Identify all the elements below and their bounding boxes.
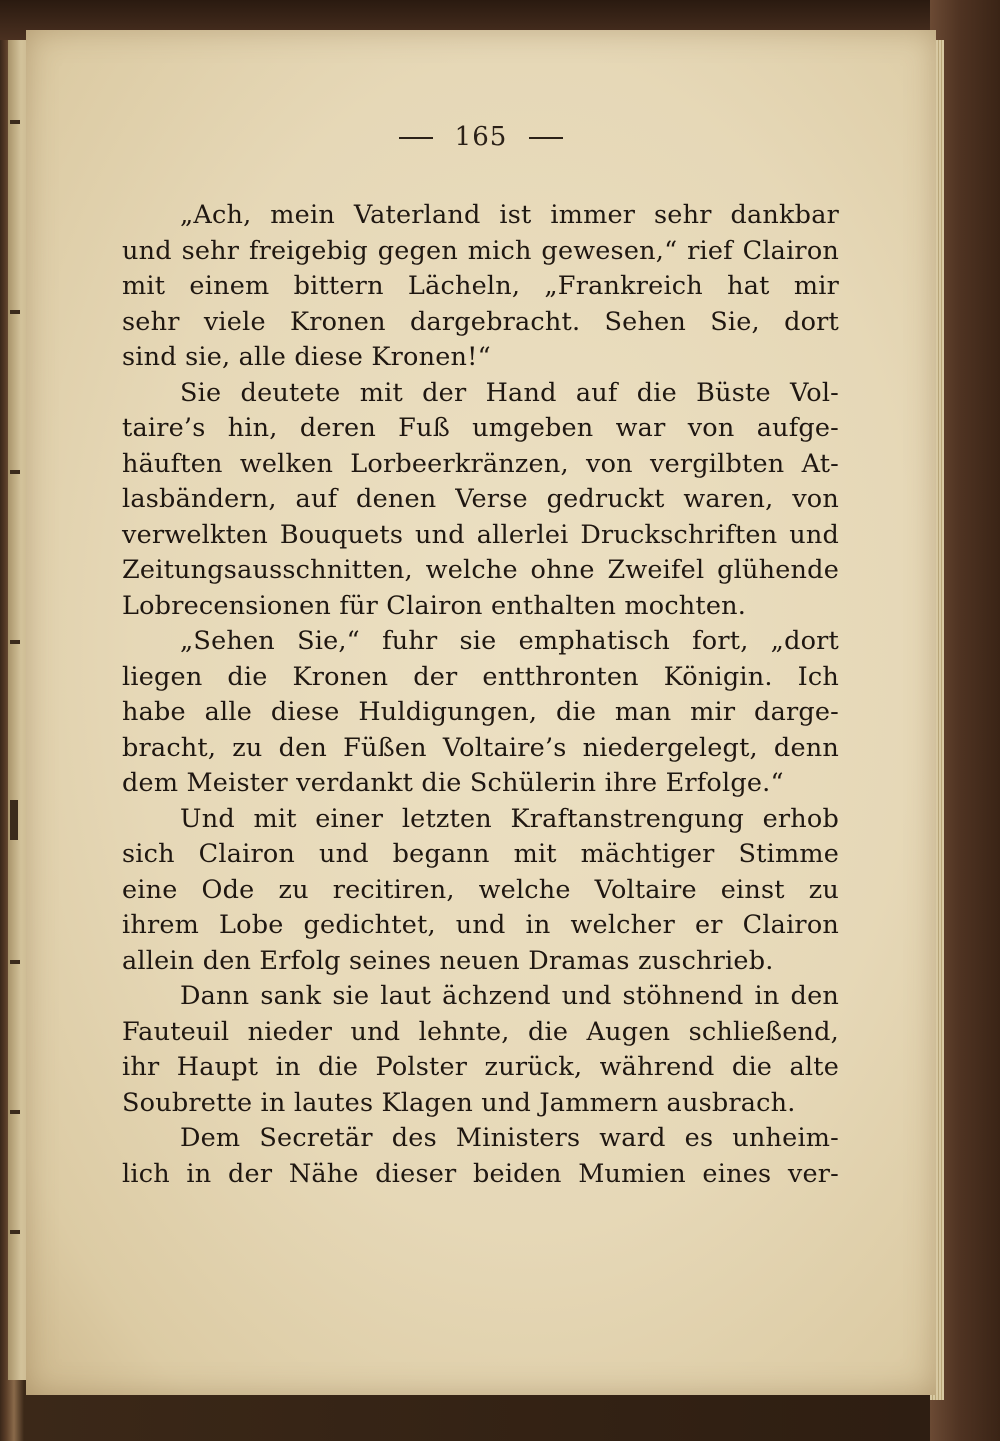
- text-line: Fauteuil nieder und lehnte, die Augen schließend,: [122, 1016, 839, 1047]
- text-line: taire’s hin, deren Fuß umgeben war von aufge-: [122, 413, 839, 443]
- text-line: ihrem Lobe gedichtet, und in welcher er Clairon: [122, 910, 839, 940]
- binding-mark: [10, 310, 20, 314]
- binding-mark: [10, 640, 20, 644]
- binding-mark: [10, 800, 18, 840]
- text-line: dem Meister verdankt die Schülerin ihre Erfolge.“: [122, 768, 784, 798]
- binding-mark: [10, 470, 20, 474]
- page-body: [122, 198, 839, 1192]
- binding-mark: [10, 1230, 20, 1234]
- text-line: häuften welken Lorbeerkränzen, von vergilbten At-: [122, 448, 839, 479]
- text-line: sehr viele Kronen dargebracht. Sehen Sie, dort: [122, 306, 839, 337]
- text-line: und sehr freigebig gegen mich gewesen,“ rief Clairon: [122, 235, 839, 266]
- header-dash-left: [399, 137, 433, 139]
- text-line: habe alle diese Huldigungen, die man mir darge-: [122, 697, 839, 727]
- binding-marks: [10, 0, 22, 1441]
- text-line: ihr Haupt in die Polster zurück, während die alte: [122, 1052, 839, 1082]
- text-line: „Sehen Sie,“ fuhr sie emphatisch fort, „dort: [180, 626, 839, 656]
- text-line: allein den Erfolg seines neuen Dramas zuschrieb.: [122, 945, 774, 976]
- page-number: 165: [454, 122, 508, 152]
- text-line: Dann sank sie laut ächzend und stöhnend in den: [180, 981, 839, 1011]
- binding-mark: [10, 960, 20, 964]
- text-line: lich in der Nähe dieser beiden Mumien eines ver-: [122, 1158, 839, 1189]
- text-line: „Ach, mein Vaterland ist immer sehr dankbar: [180, 200, 839, 230]
- text-line: sind sie, alle diese Kronen!“: [122, 342, 491, 372]
- binding-mark: [10, 1110, 20, 1114]
- text-line: eine Ode zu recitiren, welche Voltaire einst zu: [122, 874, 839, 905]
- text-line: Und mit einer letzten Kraftanstrengung erhob: [180, 803, 839, 834]
- text-line: Sie deutete mit der Hand auf die Büste Vol-: [180, 377, 839, 408]
- page-header: [26, 122, 936, 152]
- text-line: Lobrecensionen für Clairon enthalten mochten.: [122, 590, 747, 621]
- binding-mark: [10, 120, 20, 124]
- text-line: mit einem bittern Lächeln, „Frankreich hat mir: [122, 271, 839, 301]
- text-line: Zeitungsausschnitten, welche ohne Zweifel glühende: [122, 555, 839, 585]
- header-dash-right: [529, 137, 563, 139]
- text-line: verwelkten Bouquets und allerlei Druckschriften und: [122, 519, 839, 550]
- text-line: Dem Secretär des Ministers ward es unheim-: [180, 1123, 839, 1153]
- book-page: [26, 30, 936, 1395]
- text-line: lasbändern, auf denen Verse gedruckt waren, von: [122, 484, 839, 514]
- text-line: bracht, zu den Füßen Voltaire’s niedergelegt, denn: [122, 732, 839, 763]
- text-line: liegen die Kronen der entthronten Königin. Ich: [122, 661, 839, 692]
- text-line: sich Clairon und begann mit mächtiger Stimme: [122, 839, 839, 869]
- text-line: Soubrette in lautes Klagen und Jammern ausbrach.: [122, 1087, 796, 1118]
